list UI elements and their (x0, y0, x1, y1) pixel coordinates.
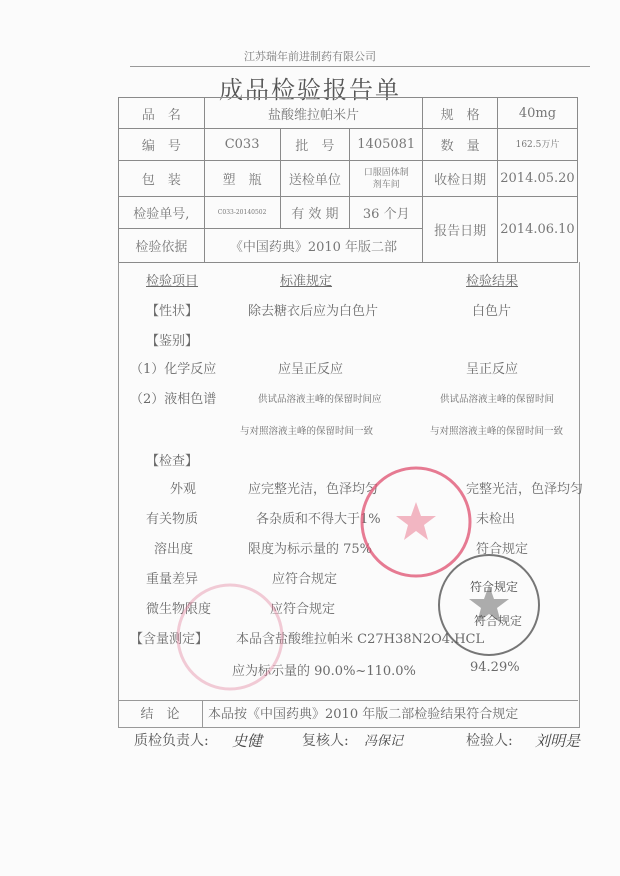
row-result: 未检出 (476, 512, 516, 527)
qc-signature: 史健 (232, 732, 263, 750)
sender: 口服固体制剂车间 (350, 161, 423, 197)
report-date: 2014.06.10 (497, 197, 577, 263)
row-standard: 供试品溶液主峰的保留时间应 (258, 394, 382, 405)
row-standard: 应符合规定 (270, 602, 336, 617)
col-standard: 标准规定 (280, 274, 333, 289)
batch: 1405081 (350, 129, 423, 161)
reviewer-signature: 冯保记 (364, 734, 404, 749)
row-standard: 限度为标示量的 75% (248, 542, 373, 557)
row-result: 供试品溶液主峰的保留时间 (440, 394, 555, 405)
row-standard: 应符合规定 (272, 572, 338, 587)
stamp-text: 符合规定 (470, 580, 519, 594)
qc-label: 质检负责人: (134, 733, 209, 749)
quantity-label: 数 量 (423, 129, 498, 161)
conclusion-label: 结 论 (118, 701, 203, 728)
row-standard: 各杂质和不得大于1% (256, 512, 381, 527)
package-label: 包 装 (119, 161, 205, 197)
pink-seal-stamp (178, 585, 282, 689)
row-item: 有关物质 (146, 512, 199, 527)
inspection-no-label: 检验单号, (119, 197, 205, 229)
row-item: 溶出度 (154, 542, 194, 557)
row-standard: 应呈正反应 (278, 362, 344, 377)
inspection-no: C033-20140502 (204, 197, 280, 229)
row-item: 外观 (170, 482, 197, 497)
gray-seal-stamp (439, 555, 539, 655)
inspector-signature: 刘明是 (535, 732, 581, 750)
row-item: （1）化学反应 (130, 362, 217, 377)
spec: 40mg (497, 98, 577, 129)
red-seal-stamp (362, 468, 470, 576)
row-standard: 应为标示量的 90.0%~110.0% (232, 664, 416, 679)
package: 塑 瓶 (204, 161, 280, 197)
stamp-text: 符合规定 (474, 614, 523, 628)
code: C033 (204, 129, 280, 161)
batch-label: 批 号 (280, 129, 350, 161)
code-label: 编 号 (119, 129, 205, 161)
conclusion-row (118, 700, 578, 728)
row-result: 94.29% (470, 660, 520, 675)
receive-date-label: 收检日期 (423, 161, 498, 197)
col-item: 检验项目 (146, 274, 199, 289)
row-standard: 本品含盐酸维拉帕米 C27H38N2O4.HCL (236, 632, 485, 647)
col-result: 检验结果 (466, 274, 519, 289)
inspector-label: 检验人: (466, 733, 513, 749)
row-result: 完整光洁，色泽均匀 (466, 482, 584, 497)
row-item: （2）液相色谱 (130, 392, 217, 407)
page-title: 成品检验报告单 (219, 76, 401, 104)
quantity: 162.5万片 (497, 129, 577, 161)
validity-label: 有 效 期 (280, 197, 350, 229)
row-item: 微生物限度 (146, 602, 212, 617)
row-standard: 应完整光洁，色泽均匀 (248, 482, 379, 497)
receive-date: 2014.05.20 (497, 161, 577, 197)
row-item: 【检查】 (146, 454, 199, 469)
row-result: 与对照溶液主峰的保留时间一致 (430, 426, 564, 437)
basis-label: 检验依据 (119, 229, 205, 263)
spec-label: 规 格 (423, 98, 498, 129)
product-name: 盐酸维拉帕米片 (204, 98, 423, 129)
report-date-label: 报告日期 (423, 197, 498, 263)
row-result: 呈正反应 (466, 362, 519, 377)
row-item: 重量差异 (146, 572, 199, 587)
row-standard: 与对照溶液主峰的保留时间一致 (240, 426, 374, 437)
validity: 36 个月 (350, 197, 423, 229)
company-name: 江苏瑞年前进制药有限公司 (244, 50, 376, 63)
row-result: 白色片 (472, 304, 512, 319)
reviewer-label: 复核人: (302, 733, 349, 749)
conclusion-text: 本品按《中国药典》2010 年版二部检验结果符合规定 (208, 707, 519, 722)
row-item: 【性状】 (146, 304, 199, 319)
row-standard: 除去糖衣后应为白色片 (248, 304, 379, 319)
basis: 《中国药典》2010 年版二部 (204, 229, 423, 263)
row-item: 【含量测定】 (130, 632, 209, 647)
row-result: 符合规定 (476, 542, 529, 557)
product-name-label: 品 名 (119, 98, 205, 129)
sender-label: 送检单位 (280, 161, 350, 197)
row-item: 【鉴别】 (146, 334, 199, 349)
